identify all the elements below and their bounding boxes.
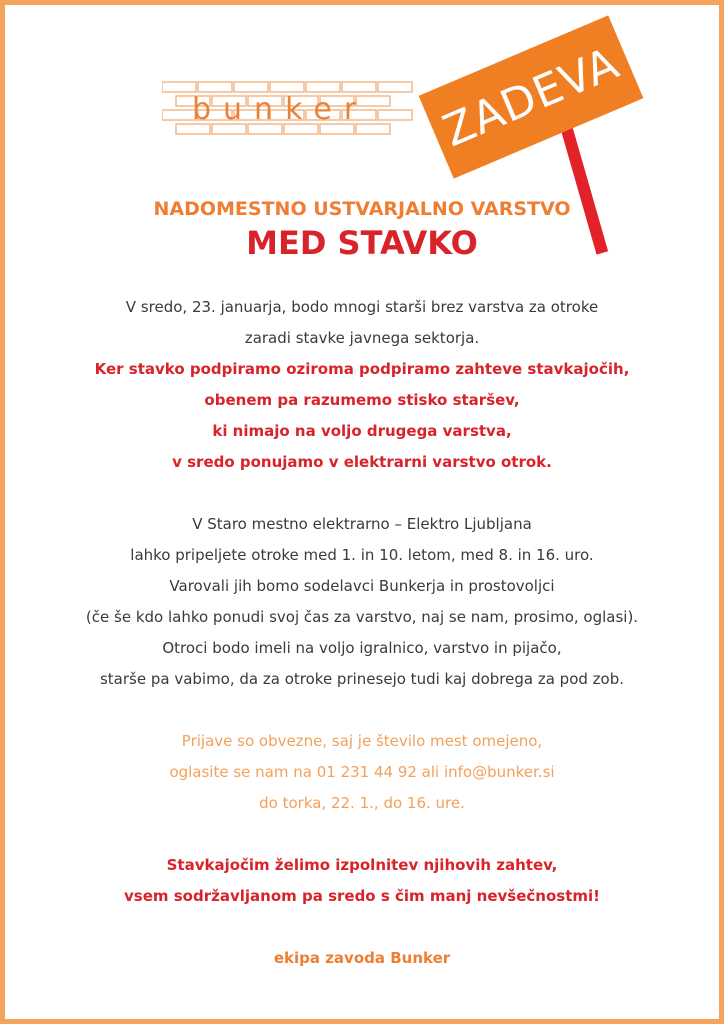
support-line: Ker stavko podpiramo oziroma podpiramo zahteve stavkajočih, (94, 360, 630, 378)
intro-line: zaradi stavke javnega sektorja. (244, 329, 480, 347)
details-line: Varovali jih bomo sodelavci Bunkerja in prostovoljci (169, 577, 555, 595)
signature: ekipa zavoda Bunker (273, 949, 451, 967)
support-line: obenem pa razumemo stisko staršev, (204, 391, 520, 409)
logo-text: bunker (192, 92, 369, 127)
details-line: starše pa vabimo, da za otroke prinesejo tudi kaj dobrega za pod zob. (99, 670, 625, 688)
page-subtitle: NADOMESTNO USTVARJALNO VARSTVO (153, 198, 571, 220)
details-line: Otroci bodo imeli na voljo igralnico, varstvo in pijačo, (162, 639, 562, 657)
intro-line: V sredo, 23. januarja, bodo mnogi starši brez varstva za otroke (125, 298, 599, 316)
support-line: ki nimajo na voljo drugega varstva, (212, 422, 512, 440)
closing-line: Stavkajočim želimo izpolnitev njihovih zahtev, (166, 856, 558, 874)
body-text (0, 292, 724, 974)
page-title: MED STAVKO (246, 224, 478, 262)
registration-line: Prijave so obvezne, saj je število mest omejeno, (181, 732, 543, 750)
bunker-logo (162, 78, 442, 138)
details-line: lahko pripeljete otroke med 1. in 10. letom, med 8. in 16. uro. (130, 546, 594, 564)
details-line: V Staro mestno elektrarno – Elektro Ljubljana (192, 515, 532, 533)
registration-line: do torka, 22. 1., do 16. ure. (259, 794, 465, 812)
sign-text: ZADEVA (435, 37, 627, 157)
registration-line: oglasite se nam na 01 231 44 92 ali info@bunker.si (169, 763, 555, 781)
support-line: v sredo ponujamo v elektrarni varstvo otrok. (172, 453, 552, 471)
details-line: (če še kdo lahko ponudi svoj čas za varstvo, naj se nam, prosimo, oglasi). (85, 608, 639, 626)
closing-line: vsem sodržavljanom pa sredo s čim manj nevšečnostmi! (124, 887, 600, 905)
